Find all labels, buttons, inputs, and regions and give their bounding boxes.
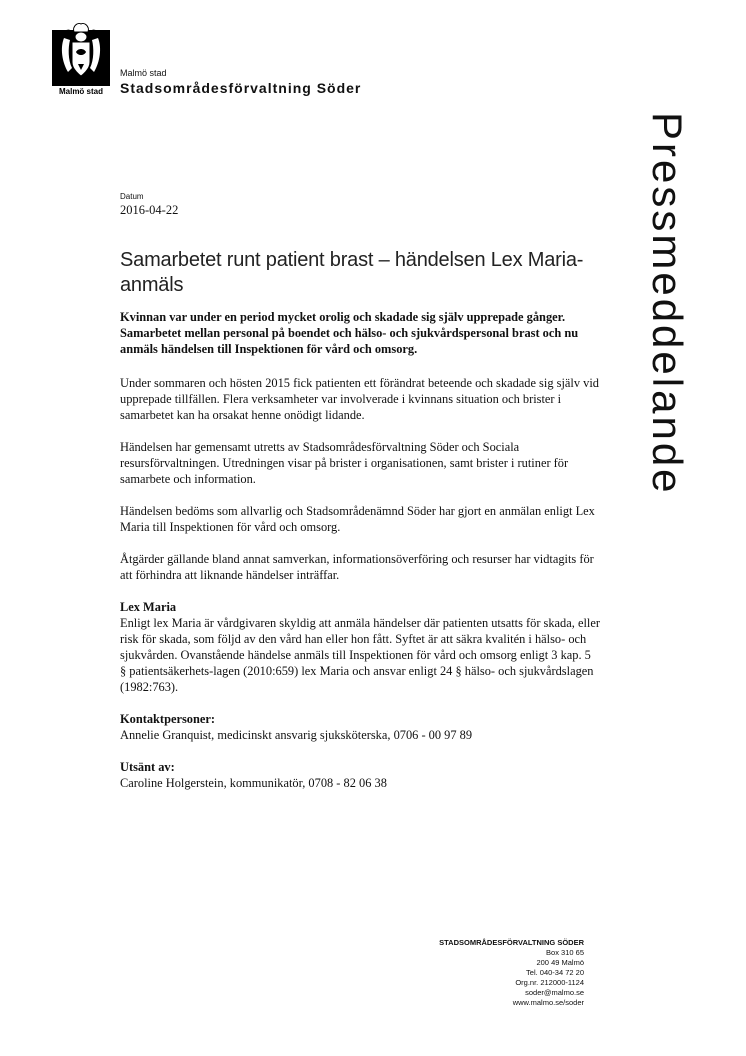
- logo-text: Malmö stad: [58, 87, 103, 96]
- page-title: Samarbetet runt patient brast – händelsen Lex Maria-anmäls: [120, 249, 584, 297]
- sent-by-text: Caroline Holgerstein, kommunikatör, 0708 - 82 06 38: [120, 776, 387, 790]
- date-value: 2016-04-22: [120, 203, 179, 217]
- lex-maria-section: [120, 599, 600, 695]
- footer-postal: 200 49 Malmö: [536, 958, 584, 967]
- footer-email[interactable]: soder@malmo.se: [525, 988, 584, 997]
- footer-org-nr: Org.nr. 212000-1124: [515, 978, 584, 987]
- lex-maria-text: Enligt lex Maria är vårdgivaren skyldig att anmäla händelser där patienten utsatts för skada, eller risk för skada, som följd av den vård han eller hon fått. Syftet är att säkra kvalitén i hälso- och sjukvården. Ovanstående händelse anmäls till Inspektionen för vård och omsorg enligt 3 kap. 5 § patientsäkerhets-lagen (2010:659) lex Maria och ansvar enligt 24 § hälso- och sjukvårdslagen (1982:763).: [120, 616, 600, 694]
- org-name: Stadsområdesförvaltning Söder: [120, 80, 362, 96]
- body-paragraph-3: Händelsen bedöms som allvarlig och Stadsområdenämnd Söder har gjort en anmälan enligt Lex Maria till Inspektionen för vård och omsorg.: [120, 504, 595, 534]
- footer-org-name: STADSOMRÅDESFÖRVALTNING SÖDER: [439, 938, 584, 947]
- contacts-section: [120, 711, 600, 743]
- pressmeddelande-label: Pressmeddelande: [644, 112, 691, 496]
- date-label: Datum: [120, 192, 144, 201]
- lex-maria-heading: Lex Maria: [120, 600, 177, 614]
- lead-paragraph: Kvinnan var under en period mycket orolig och skadade sig själv upprepade gånger. Samarbetet mellan personal på boendet och hälso- och sjukvårdspersonal brast och nu anmäls händelsen till Inspektionen för vård och omsorg.: [120, 310, 579, 356]
- footer-web[interactable]: www.malmo.se/soder: [512, 998, 584, 1007]
- contacts-text: Annelie Granquist, medicinskt ansvarig sjuksköterska, 0706 - 00 97 89: [120, 728, 473, 742]
- footer-address: [439, 938, 584, 1008]
- body-paragraph-2: Händelsen har gemensamt utretts av Stadsområdesförvaltning Söder och Sociala resursförvaltningen. Utredningen visar på brister i organisationen, samt brister i rutiner för samarbete och information.: [120, 440, 569, 486]
- sent-by-section: [120, 759, 600, 791]
- malmo-stad-logo: [52, 22, 110, 100]
- sent-by-heading: Utsänt av:: [120, 760, 175, 774]
- footer-box: Box 310 65: [546, 948, 584, 957]
- contacts-heading: Kontaktpersoner:: [120, 712, 215, 726]
- document-body: [120, 309, 600, 807]
- coat-of-arms-icon: [52, 22, 110, 86]
- org-city: Malmö stad: [120, 68, 167, 78]
- body-paragraph-1: Under sommaren och hösten 2015 fick patienten ett förändrat beteende och skadade sig själv vid upprepade tillfällen. Flera verksamheter var involverade i kvinnans situation och brister i samarbetet kan ha orsakat henne onödigt lidande.: [120, 376, 599, 422]
- footer-phone: Tel. 040-34 72 20: [526, 968, 584, 977]
- body-paragraph-4: Åtgärder gällande bland annat samverkan, informationsöverföring och resurser har vidtagits för att förhindra att liknande händelser inträffar.: [120, 552, 594, 582]
